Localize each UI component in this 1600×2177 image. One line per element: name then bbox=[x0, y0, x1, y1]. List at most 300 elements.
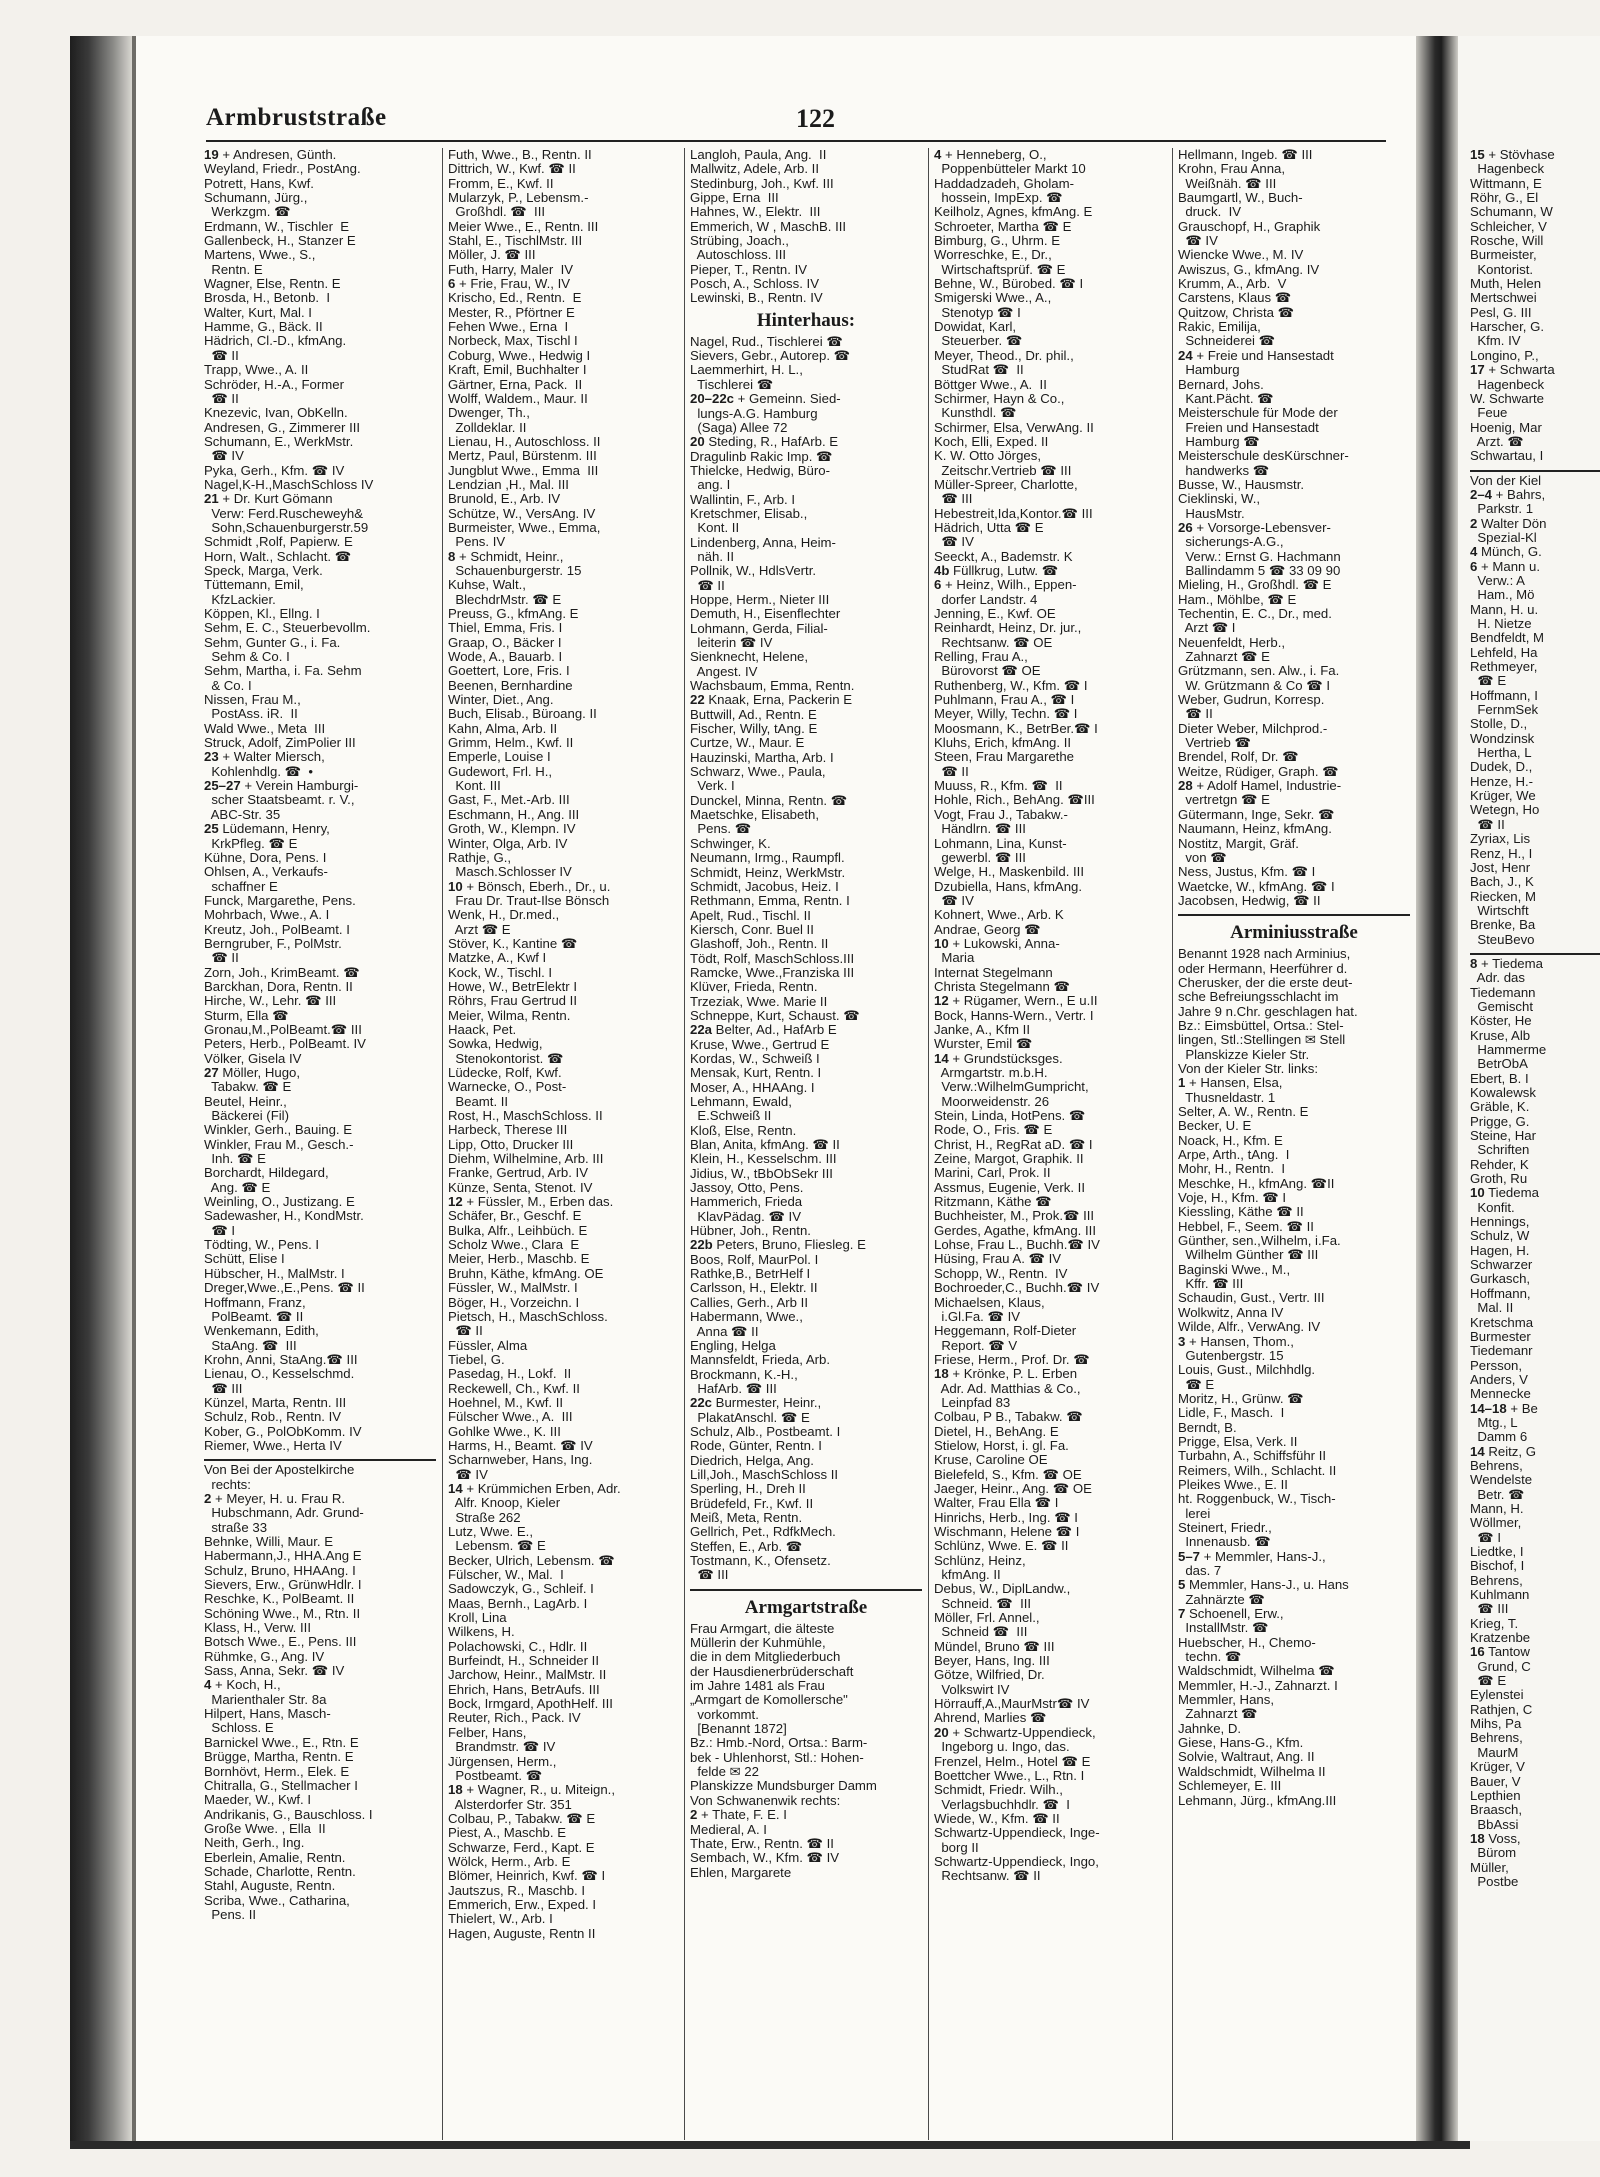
directory-entry-line: Hädrich, Utta ☎ E bbox=[934, 520, 1044, 535]
directory-entry-line: Kant.Pächt. ☎ bbox=[1178, 391, 1274, 406]
directory-entry-line: Kruse, Caroline OE bbox=[934, 1453, 1048, 1468]
directory-entry-line: borg II bbox=[934, 1840, 979, 1855]
directory-entry-line: Schütt, Elise I bbox=[204, 1252, 285, 1267]
directory-entry-line: Schlünz, Heinz, bbox=[934, 1553, 1026, 1568]
directory-entry-line: Habermann,J., HHA.Ang E bbox=[204, 1549, 362, 1564]
directory-entry-line: Debus, W., DiplLandw., bbox=[934, 1582, 1071, 1597]
directory-column-2 bbox=[448, 148, 678, 1941]
directory-entry-line: Bernard, Johs. bbox=[1178, 377, 1264, 392]
directory-entry-line: Wittmann, E bbox=[1470, 176, 1542, 191]
directory-entry-line: Ness, Justus, Kfm. ☎ I bbox=[1178, 865, 1316, 880]
directory-entry-line: Gohlke Wwe., K. III bbox=[448, 1424, 561, 1439]
directory-entry-line: 22b Peters, Bruno, Fliesleg. E bbox=[690, 1238, 866, 1253]
directory-entry-line: Waldschmidt, Wilhelma II bbox=[1178, 1764, 1326, 1779]
house-number: 22c bbox=[690, 1396, 713, 1411]
section-rule bbox=[1470, 470, 1600, 472]
directory-entry-line: Zahnarzt ☎ bbox=[1178, 1707, 1258, 1722]
directory-entry-line: Lewinski, B., Rentn. IV bbox=[690, 291, 823, 306]
directory-entry-line: lerei bbox=[1178, 1506, 1211, 1521]
column-divider bbox=[1172, 148, 1173, 2140]
house-number: 12 bbox=[934, 994, 949, 1009]
directory-entry-line: Pens. II bbox=[204, 1907, 257, 1922]
directory-entry-line: Fülscher Wwe., A. III bbox=[448, 1410, 573, 1425]
house-number: 4 bbox=[204, 1678, 212, 1693]
directory-entry-line: Neumann, Irmg., Raumpfl. bbox=[690, 851, 845, 866]
directory-entry-line: Alsterdorfer Str. 351 bbox=[448, 1797, 572, 1812]
directory-entry-line: Matzke, A., Kwf I bbox=[448, 951, 547, 966]
directory-entry-line: Preuss, G., kfmAng. E bbox=[448, 607, 579, 621]
header-rule bbox=[206, 140, 1386, 142]
directory-entry-line: Meisterschule für Mode der bbox=[1178, 406, 1338, 421]
directory-entry-line: ☎ III bbox=[204, 1381, 243, 1396]
directory-entry-line: Kohlenhdlg. ☎ • bbox=[204, 764, 314, 779]
directory-entry-line: Dreger,Wwe.,E.,Pens. ☎ II bbox=[204, 1281, 365, 1296]
directory-entry-line: 24 + Freie und Hansestadt bbox=[1178, 348, 1334, 363]
directory-entry-line: Lienau, H., Autoschloss. II bbox=[448, 434, 601, 449]
directory-entry-line: Marienthaler Str. 8a bbox=[204, 1692, 327, 1707]
directory-entry-line: Schumann, Jürg., bbox=[204, 191, 308, 206]
house-number: 26 bbox=[1178, 520, 1193, 535]
directory-entry-line: Bendfeldt, M bbox=[1470, 631, 1545, 646]
directory-entry-line: Chitralla, G., Stellmacher I bbox=[204, 1778, 358, 1793]
directory-entry-line: Persson, bbox=[1470, 1358, 1523, 1373]
directory-entry-line: Carstens, Klaus ☎ bbox=[1178, 291, 1292, 306]
directory-entry-line: Pens. IV bbox=[448, 535, 506, 550]
directory-entry-line: Verk. I bbox=[690, 779, 735, 794]
directory-entry-line: Ruthenberg, W., Kfm. ☎ I bbox=[934, 678, 1088, 693]
directory-entry-line: Hammerme bbox=[1470, 1042, 1547, 1057]
directory-entry-line: Wirtschft bbox=[1470, 903, 1529, 918]
directory-entry-line: 14 Reitz, G bbox=[1470, 1444, 1536, 1459]
directory-entry-line: ☎ II bbox=[448, 1324, 483, 1339]
directory-entry-line: Dzubiella, Hans, kfmAng. bbox=[934, 879, 1083, 894]
directory-entry-line: Bürom bbox=[1470, 1846, 1517, 1861]
directory-entry-line: E.Schweiß II bbox=[690, 1109, 772, 1124]
directory-entry-line: Krieg, T. bbox=[1470, 1616, 1519, 1631]
directory-entry-line: Pollnik, W., HdlsVertr. bbox=[690, 564, 817, 579]
directory-entry-line: Koch, Elli, Exped. II bbox=[934, 434, 1049, 449]
directory-entry-line: Zeitschr.Vertrieb ☎ III bbox=[934, 463, 1072, 478]
directory-entry-line: Diedrich, Helga, Ang. bbox=[690, 1453, 814, 1468]
directory-entry-line: Hörrauff,A.,MaurMstr☎ IV bbox=[934, 1697, 1090, 1712]
directory-entry-line: Kowalewsk bbox=[1470, 1086, 1536, 1100]
directory-entry-line: die in dem Mitgliederbuch bbox=[690, 1650, 841, 1665]
directory-entry-line: Bäckerei (Fil) bbox=[204, 1109, 289, 1124]
directory-entry-line: druck. IV bbox=[1178, 205, 1242, 220]
directory-entry-line: Apelt, Rud., Tischl. II bbox=[690, 908, 811, 923]
directory-entry-line: Warnecke, O., Post- bbox=[448, 1080, 567, 1095]
directory-entry-line: Report. ☎ V bbox=[934, 1338, 1018, 1353]
directory-entry-line: Gippe, Erna III bbox=[690, 191, 779, 206]
directory-entry-line: Glashoff, Joh., Rentn. II bbox=[690, 937, 829, 952]
column-divider bbox=[684, 148, 685, 2140]
directory-entry-line: Puhlmann, Frau A., ☎ I bbox=[934, 693, 1075, 708]
directory-entry-line: 17 + Schwarta bbox=[1470, 363, 1555, 378]
directory-entry-line: lingen, Stl.:Stellingen ✉ Stell bbox=[1178, 1033, 1346, 1048]
directory-entry-line: bek - Uhlenhorst, Stl.: Hohen- bbox=[690, 1750, 864, 1765]
directory-entry-line: ☎ E bbox=[1470, 1674, 1507, 1689]
house-number: 14 bbox=[934, 1051, 949, 1066]
directory-entry-line: Völker, Gisela IV bbox=[204, 1051, 302, 1066]
directory-entry-line: Wetegn, Ho bbox=[1470, 803, 1540, 818]
directory-entry-line: Wöllmer, bbox=[1470, 1516, 1522, 1531]
directory-entry-line: Cieklinski, W., bbox=[1178, 492, 1261, 507]
directory-entry-line: Becker, U. E bbox=[1178, 1119, 1252, 1134]
directory-entry-line: Wallintin, F., Arb. I bbox=[690, 492, 796, 507]
directory-entry-line: Tiedemanr bbox=[1470, 1344, 1533, 1359]
directory-entry-line: Harms, H., Beamt. ☎ IV bbox=[448, 1438, 593, 1453]
house-number: 2 bbox=[1470, 516, 1478, 531]
directory-entry-line: Große Wwe. , Ella II bbox=[204, 1821, 326, 1836]
directory-entry-line: KfzLackier. bbox=[204, 592, 276, 607]
directory-entry-line: 15 + Stövhase bbox=[1470, 148, 1555, 162]
directory-entry-line: Künze, Senta, Stenot. IV bbox=[448, 1180, 593, 1195]
directory-entry-line: Hoenig, Mar bbox=[1470, 420, 1542, 435]
directory-entry-line: Böttger Wwe., A. II bbox=[934, 377, 1047, 392]
directory-entry-line: Gütermann, Inge, Sekr. ☎ bbox=[1178, 807, 1335, 822]
directory-entry-line: Meyer, Willy, Techn. ☎ I bbox=[934, 707, 1078, 722]
directory-entry-line: Posch, A., Schloss. IV bbox=[690, 277, 820, 292]
house-number: 19 bbox=[204, 148, 219, 162]
directory-entry-line: 10 + Lukowski, Anna- bbox=[934, 936, 1060, 951]
directory-entry-line: Jidius, W., tBbObSekr III bbox=[690, 1166, 833, 1181]
directory-entry-line: Brockmann, K.-H., bbox=[690, 1367, 798, 1382]
house-number: 10 bbox=[1470, 1186, 1485, 1201]
directory-entry-line: Martens, Wwe., S., bbox=[204, 248, 316, 263]
directory-entry-line: Stolle, D., bbox=[1470, 717, 1528, 732]
directory-entry-line: Rode, O., Fris. ☎ E bbox=[934, 1123, 1053, 1138]
directory-entry-line: Jenning, E., Kwf. OE bbox=[934, 607, 1056, 621]
directory-entry-line: Kreutz, Joh., PolBeamt. I bbox=[204, 922, 350, 937]
directory-entry-line: Hennings, bbox=[1470, 1215, 1530, 1230]
directory-entry-line: Hahnes, W., Elektr. III bbox=[690, 205, 821, 220]
directory-entry-line: Mieling, H., Großhdl. ☎ E bbox=[1178, 578, 1332, 593]
directory-entry-line: Hübner, Joh., Rentn. bbox=[690, 1224, 811, 1239]
house-number: 7 bbox=[1178, 1607, 1186, 1622]
directory-entry-line: Emmerich, Erw., Exped. I bbox=[448, 1897, 597, 1912]
directory-entry-line: Barnickel Wwe., E., Rtn. E bbox=[204, 1735, 359, 1750]
directory-entry-line: Mohr, H., Rentn. I bbox=[1178, 1162, 1286, 1177]
directory-entry-line: Marini, Carl, Prok. II bbox=[934, 1166, 1051, 1181]
directory-entry-line: Kont. II bbox=[690, 521, 740, 536]
directory-entry-line: Krüger, We bbox=[1470, 789, 1536, 804]
section-heading: Arminiusstraße bbox=[1230, 922, 1358, 944]
directory-entry-line: Sperling, H., Dreh II bbox=[690, 1482, 806, 1497]
directory-entry-line: Waldschmidt, Wilhelma ☎ bbox=[1178, 1664, 1335, 1679]
directory-entry-line: Dunckel, Minna, Rentn. ☎ bbox=[690, 793, 848, 808]
directory-entry-line: Coburg, Wwe., Hedwig I bbox=[448, 348, 591, 363]
directory-entry-line: Kretschmer, Elisab., bbox=[690, 506, 808, 521]
directory-entry-line: Böger, H., Vorzeichn. I bbox=[448, 1295, 580, 1310]
directory-entry-line: Werkzgm. ☎ bbox=[204, 205, 291, 220]
directory-entry-line: Hüsing, Frau A. ☎ IV bbox=[934, 1252, 1062, 1267]
directory-entry-line: „Armgart de Komollersche" bbox=[690, 1693, 848, 1708]
directory-entry-line: Krumm, A., Arb. V bbox=[1178, 277, 1287, 292]
directory-entry-line: Leinpfad 83 bbox=[934, 1395, 1011, 1410]
directory-entry-line: Krischo, Ed., Rentn. E bbox=[448, 291, 582, 306]
directory-entry-line: Mannsfeldt, Frieda, Arb. bbox=[690, 1353, 831, 1368]
directory-entry-line: Fehen Wwe., Erna I bbox=[448, 320, 569, 335]
directory-entry-line: Mester, R., Pförtner E bbox=[448, 305, 575, 320]
directory-entry-line: Tüttemann, Emil, bbox=[204, 578, 304, 593]
directory-entry-line: Knezevic, Ivan, ObKelln. bbox=[204, 406, 348, 421]
next-page-edge bbox=[1458, 36, 1600, 2141]
directory-entry-line: StudRat ☎ II bbox=[934, 363, 1024, 378]
directory-entry-line: Gurkasch, bbox=[1470, 1272, 1531, 1287]
directory-entry-line: 14 + Grundstücksges. bbox=[934, 1051, 1063, 1066]
directory-entry-line: Zeine, Margot, Graphik. II bbox=[934, 1152, 1084, 1167]
directory-entry-line: Rehder, K bbox=[1470, 1157, 1529, 1172]
directory-entry-line: ang. I bbox=[690, 478, 731, 493]
directory-entry-line: Memmler, Hans, bbox=[1178, 1693, 1274, 1708]
directory-entry-line: 4 Münch, G. bbox=[1470, 545, 1542, 560]
directory-entry-line: Rakic, Emilija, bbox=[1178, 320, 1261, 335]
directory-entry-line: PlakatAnschl. ☎ E bbox=[690, 1410, 810, 1425]
directory-entry-line: Rechtsanw. ☎ OE bbox=[934, 635, 1053, 650]
house-number: 5 bbox=[1178, 1578, 1186, 1593]
directory-entry-line: Jacobsen, Hedwig, ☎ II bbox=[1178, 893, 1321, 908]
directory-entry-line: Lüdecke, Rolf, Kwf. bbox=[448, 1066, 562, 1080]
directory-entry-line: Gellrich, Pet., RdfkMech. bbox=[690, 1525, 836, 1540]
directory-entry-line: Beyer, Hans, Ing. III bbox=[934, 1654, 1050, 1669]
directory-entry-line: Verw: Ferd.Ruscheweyh& bbox=[204, 506, 364, 521]
directory-entry-line: Ramcke, Wwe.,Franziska III bbox=[690, 965, 855, 980]
directory-entry-line: Winter, Olga, Arb. IV bbox=[448, 836, 568, 851]
directory-entry-line: Futh, Wwe., B., Rentn. II bbox=[448, 148, 592, 162]
directory-entry-line: 14–18 + Be bbox=[1470, 1401, 1538, 1416]
directory-entry-line: Hagenbeck bbox=[1470, 162, 1545, 177]
directory-entry-line: Memmler, H.-J., Zahnarzt. I bbox=[1178, 1678, 1338, 1693]
directory-entry-line: Schumann, W bbox=[1470, 205, 1553, 220]
house-number: 4b bbox=[934, 563, 950, 578]
directory-entry-line: Meschke, H., kfmAng. ☎II bbox=[1178, 1176, 1335, 1191]
directory-entry-line: Moosmann, K., BetrBer.☎ I bbox=[934, 721, 1098, 736]
directory-entry-line: Beamt. II bbox=[448, 1094, 509, 1109]
directory-entry-line: Rathjen, C bbox=[1470, 1702, 1533, 1717]
directory-entry-line: Wirtschaftsprüf. ☎ E bbox=[934, 262, 1066, 277]
column-divider bbox=[442, 148, 443, 2140]
directory-entry-line: Schaudin, Gust., Vertr. III bbox=[1178, 1291, 1325, 1306]
directory-entry-line: Schwinger, K. bbox=[690, 836, 771, 851]
directory-entry-line: Bimburg, G., Uhrm. E bbox=[934, 234, 1061, 249]
directory-entry-line: Berngruber, F., PolMstr. bbox=[204, 936, 342, 951]
directory-entry-line: Maeder, W., Kwf. I bbox=[204, 1793, 311, 1808]
directory-entry-line: 5 Memmler, Hans-J., u. Hans bbox=[1178, 1578, 1349, 1593]
directory-entry-line: Steffen, E., Arb. ☎ bbox=[690, 1539, 803, 1554]
directory-entry-line: HausMstr. bbox=[1178, 506, 1245, 521]
directory-entry-line: Füssler, Alma bbox=[448, 1338, 528, 1353]
directory-entry-line: 4 + Koch, H., bbox=[204, 1678, 281, 1693]
directory-entry-line: Schäfer, Br., Geschf. E bbox=[448, 1209, 582, 1224]
directory-entry-line: Steine, Har bbox=[1470, 1129, 1536, 1144]
directory-entry-line: rechts: bbox=[204, 1477, 251, 1492]
directory-entry-line: Hagenbeck bbox=[1470, 377, 1545, 392]
directory-entry-line: Quitzow, Christa ☎ bbox=[1178, 305, 1295, 320]
directory-entry-line: Peters, Herb., PolBeamt. IV bbox=[204, 1037, 366, 1052]
directory-entry-line: Rethmann, Emma, Rentn. I bbox=[690, 894, 850, 909]
directory-entry-line: HafArb. ☎ III bbox=[690, 1381, 777, 1396]
directory-entry-line: ☎ II bbox=[204, 348, 239, 363]
directory-entry-line: Jost, Henr bbox=[1470, 860, 1531, 875]
directory-entry-line: Techentin, E. C., Dr., med. bbox=[1178, 607, 1332, 621]
directory-entry-line: Behrens, bbox=[1470, 1731, 1523, 1746]
directory-entry-line: Günther, sen.,Wilhelm, i.Fa. bbox=[1178, 1234, 1341, 1249]
directory-entry-line: Maas, Bernh., LagArb. I bbox=[448, 1596, 588, 1611]
directory-entry-line: Jürgensen, Herm., bbox=[448, 1754, 557, 1769]
directory-entry-line: Kahn, Alma, Arb. II bbox=[448, 721, 558, 736]
directory-entry-line: Muth, Helen bbox=[1470, 277, 1542, 292]
directory-entry-line: 10 Tiedema bbox=[1470, 1186, 1539, 1201]
directory-entry-line: KlavPädag. ☎ IV bbox=[690, 1209, 801, 1224]
directory-entry-line: Steuerber. ☎ bbox=[934, 334, 1023, 349]
directory-entry-line: Vogt, Frau J., Tabakw.- bbox=[934, 807, 1068, 822]
directory-entry-line: Trzeziak, Wwe. Marie II bbox=[690, 994, 828, 1009]
directory-entry-line: Boos, Rolf, MaurPol. I bbox=[690, 1252, 819, 1267]
directory-entry-line: Planskizze Kieler Str. bbox=[1178, 1047, 1310, 1062]
house-number: 6 bbox=[448, 277, 456, 292]
directory-entry-line: felde ✉ 22 bbox=[690, 1765, 759, 1780]
directory-entry-line: Jautszus, R., Maschb. I bbox=[448, 1883, 586, 1898]
directory-entry-line: Kunsthdl. ☎ bbox=[934, 406, 1017, 421]
directory-entry-line: Hauzinski, Martha, Arb. I bbox=[690, 750, 834, 765]
directory-entry-line: Hoffmann, Franz, bbox=[204, 1295, 306, 1310]
directory-entry-line: der Hausdienerbrüderschaft bbox=[690, 1664, 854, 1679]
directory-entry-line: Müller, bbox=[1470, 1860, 1509, 1875]
directory-entry-line: 22 Knaak, Erna, Packerin E bbox=[690, 693, 853, 708]
directory-entry-line: Zahnarzt ☎ E bbox=[1178, 650, 1270, 665]
section-rule bbox=[1470, 953, 1600, 955]
directory-entry-line: Schleicher, V bbox=[1470, 219, 1547, 234]
directory-entry-line: Angest. IV bbox=[690, 664, 758, 679]
directory-entry-line: Tabakw. ☎ E bbox=[204, 1080, 292, 1095]
directory-entry-line: Strübing, Joach., bbox=[690, 234, 789, 249]
directory-entry-line: 28 + Adolf Hamel, Industrie- bbox=[1178, 779, 1342, 794]
directory-entry-line: 6 + Frie, Frau, W., IV bbox=[448, 277, 571, 292]
directory-entry-line: Köster, He bbox=[1470, 1014, 1532, 1029]
directory-entry-line: 1 + Hansen, Elsa, bbox=[1178, 1076, 1283, 1091]
directory-entry-line: hossein, ImpExp. ☎ bbox=[934, 191, 1063, 206]
house-number: 5–7 bbox=[1178, 1549, 1201, 1564]
directory-entry-line: Schroeter, Martha ☎ E bbox=[934, 219, 1072, 234]
directory-entry-line: Grimm, Helm., Kwf. II bbox=[448, 736, 574, 751]
directory-entry-line: PolBeamt. ☎ II bbox=[204, 1309, 304, 1324]
directory-entry-line: Sembach, W., Kfm. ☎ IV bbox=[690, 1851, 840, 1866]
directory-entry-line: 20 Steding, R., HafArb. E bbox=[690, 435, 839, 450]
directory-entry-line: Gutenbergstr. 15 bbox=[1178, 1348, 1284, 1363]
house-number: 12 bbox=[448, 1195, 463, 1210]
directory-entry-line: Kluhs, Erich, kfmAng. II bbox=[934, 736, 1072, 751]
directory-entry-line: Neuenfeldt, Herb., bbox=[1178, 635, 1286, 650]
directory-entry-line: Klüver, Frieda, Rentn. bbox=[690, 980, 818, 995]
directory-entry-line: ☎ II bbox=[204, 391, 239, 406]
directory-entry-line: Von Bei der Apostelkirche bbox=[204, 1463, 355, 1478]
directory-entry-line: Behrens, bbox=[1470, 1573, 1523, 1588]
directory-entry-line: Hertha, L bbox=[1470, 746, 1532, 761]
directory-entry-line: Lienau, O., Kesselschmd. bbox=[204, 1367, 355, 1382]
directory-entry-line: Kober, G., PolObKomm. IV bbox=[204, 1424, 362, 1439]
directory-entry-line: Harscher, G. bbox=[1470, 320, 1545, 335]
directory-entry-line: Habermann, Wwe., bbox=[690, 1310, 803, 1325]
directory-entry-line: Ingeborg u. Ingo, das. bbox=[934, 1740, 1070, 1755]
directory-entry-line: Pietsch, H., MaschSchloss. bbox=[448, 1309, 608, 1324]
directory-entry-line: Schulz, W bbox=[1470, 1229, 1530, 1244]
directory-entry-line: ABC-Str. 35 bbox=[204, 807, 281, 822]
directory-entry-line: ☎ II bbox=[1178, 707, 1213, 722]
directory-entry-line: Baumgartl, W., Buch- bbox=[1178, 191, 1303, 206]
directory-entry-line: Hamme, G., Bäck. II bbox=[204, 320, 323, 335]
directory-entry-line: Wald Wwe., Meta III bbox=[204, 721, 326, 736]
directory-entry-line: Andresen, G., Zimmerer III bbox=[204, 420, 361, 435]
directory-column-4 bbox=[934, 148, 1166, 1884]
directory-entry-line: Schwarze, Ferd., Kapt. E bbox=[448, 1840, 595, 1855]
directory-entry-line: StaAng. ☎ III bbox=[204, 1338, 297, 1353]
directory-entry-line: Rühmke, G., Ang. IV bbox=[204, 1649, 325, 1664]
directory-entry-line: ☎ II bbox=[204, 951, 239, 966]
directory-entry-line: Sehm, Martha, i. Fa. Sehm bbox=[204, 664, 362, 679]
directory-entry-line: Lohmann, Gerda, Filial- bbox=[690, 621, 828, 636]
house-number: 4 bbox=[1470, 545, 1478, 560]
directory-entry-line: Blömer, Heinrich, Kwf. ☎ I bbox=[448, 1869, 606, 1884]
directory-entry-line: Von der Kieler Str. links: bbox=[1178, 1061, 1318, 1076]
directory-entry-line: Engling, Helga bbox=[690, 1338, 776, 1353]
directory-entry-line: Schmidt ,Rolf, Papierw. E bbox=[204, 535, 353, 550]
directory-column-5 bbox=[1178, 148, 1410, 1808]
directory-entry-line: MaurM bbox=[1470, 1745, 1519, 1760]
directory-entry-line: Wilkens, H. bbox=[448, 1625, 515, 1640]
directory-entry-line: gewerbl. ☎ III bbox=[934, 850, 1026, 865]
house-number: 16 bbox=[1470, 1645, 1485, 1660]
directory-entry-line: Fromm, E., Kwf. II bbox=[448, 176, 554, 191]
directory-entry-line: Frau Dr. Traut-Ilse Bönsch bbox=[448, 893, 610, 908]
directory-entry-line: Schütze, W., VersAng. IV bbox=[448, 506, 596, 521]
directory-entry-line: Emperle, Louise I bbox=[448, 750, 551, 765]
directory-entry-line: Ehrich, Hans, BetrAufs. III bbox=[448, 1682, 600, 1697]
directory-entry-line: Konfit. bbox=[1470, 1200, 1515, 1215]
directory-entry-line: Thusneldastr. 1 bbox=[1178, 1090, 1276, 1105]
directory-entry-line: Becker, Ulrich, Lebensm. ☎ bbox=[448, 1553, 615, 1568]
section-heading: Armgartstraße bbox=[744, 1596, 868, 1618]
directory-entry-line: von ☎ bbox=[1178, 850, 1227, 865]
running-head-street: Armbruststraße bbox=[206, 104, 387, 131]
directory-entry-line: Reinhardt, Heinz, Dr. jur., bbox=[934, 621, 1082, 636]
directory-entry-line: Christ, H., RegRat aD. ☎ I bbox=[934, 1137, 1093, 1152]
directory-entry-line: sche Befreiungsschlacht im bbox=[1178, 990, 1339, 1005]
directory-entry-line: Dittrich, W., Kwf. ☎ II bbox=[448, 162, 576, 177]
directory-entry-line: Diehm, Wilhelmine, Arb. III bbox=[448, 1152, 604, 1167]
directory-entry-line: Mohrbach, Wwe., A. I bbox=[204, 908, 330, 923]
directory-entry-line: Winter, Diet., Ang. bbox=[448, 693, 554, 708]
directory-entry-line: Bulka, Alfr., Leihbüch. E bbox=[448, 1223, 588, 1238]
directory-entry-line: Reschke, K., PolBeamt. II bbox=[204, 1592, 355, 1607]
directory-entry-line: Cherusker, der die erste deut- bbox=[1178, 975, 1353, 990]
directory-entry-line: i.Gl.Fa. ☎ IV bbox=[934, 1309, 1021, 1324]
directory-entry-line: Pieper, T., Rentn. IV bbox=[690, 262, 808, 277]
house-number: 25–27 bbox=[204, 779, 241, 794]
directory-entry-line: Polachowski, C., Hdlr. II bbox=[448, 1639, 588, 1654]
directory-entry-line: Boettcher Wwe., L., Rtn. I bbox=[934, 1768, 1085, 1783]
directory-entry-line: Mündel, Bruno ☎ III bbox=[934, 1639, 1055, 1654]
directory-entry-line: Felber, Hans, bbox=[448, 1725, 527, 1740]
directory-entry-line: 18 + Wagner, R., u. Miteign., bbox=[448, 1783, 616, 1798]
directory-entry-line: Waetcke, W., kfmAng. ☎ I bbox=[1178, 879, 1335, 894]
directory-entry-line: Grund, C bbox=[1470, 1659, 1531, 1674]
directory-entry-line: Köppen, Kl., Ellng. I bbox=[204, 607, 320, 621]
directory-entry-line: 12 + Füssler, M., Erben das. bbox=[448, 1195, 614, 1210]
directory-entry-line: Bock, Irmgard, ApothHelf. III bbox=[448, 1697, 613, 1712]
directory-entry-line: W. Schwarte bbox=[1470, 391, 1545, 406]
house-number: 17 bbox=[1470, 363, 1485, 378]
directory-entry-line: Von der Kiel bbox=[1470, 473, 1542, 488]
